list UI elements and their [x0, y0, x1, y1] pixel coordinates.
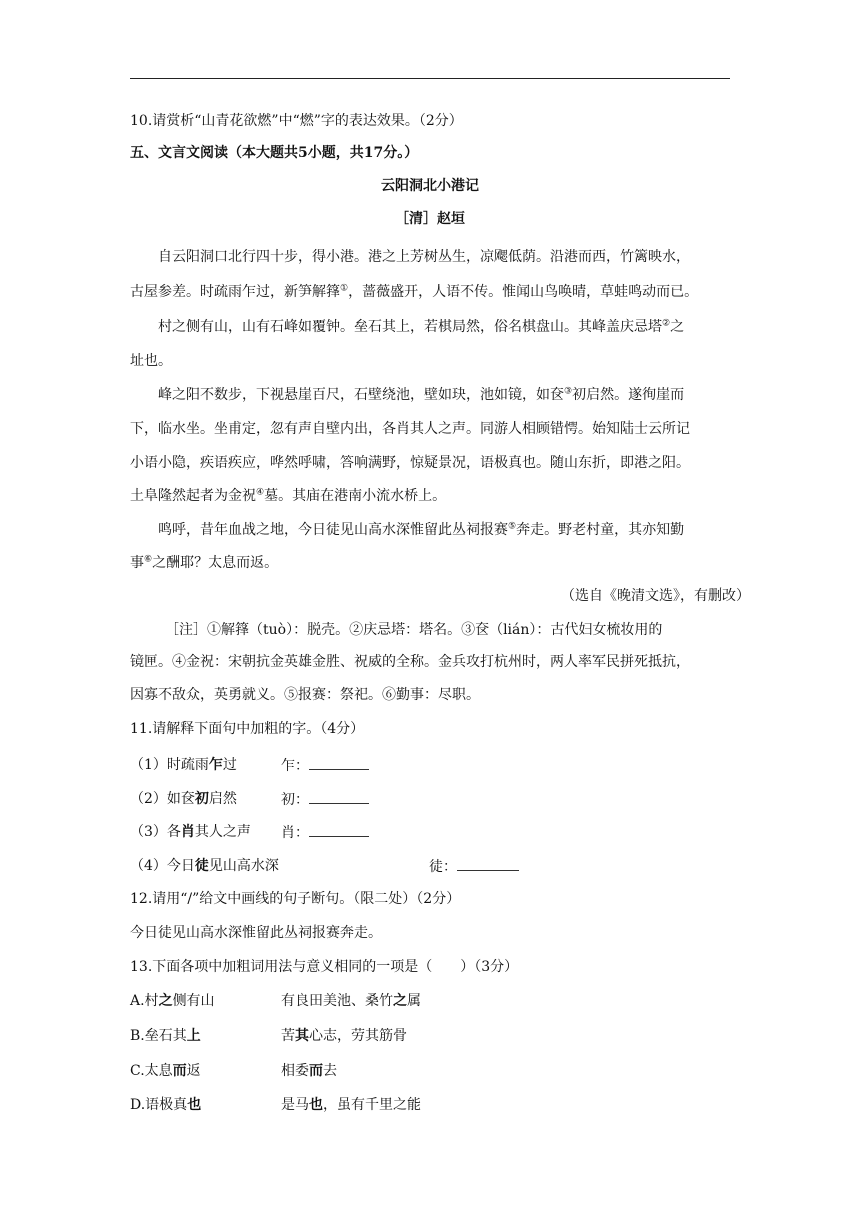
text-run: 奔走。野老村童，其亦知勤	[516, 522, 685, 538]
q13-option-c-compare	[281, 1061, 337, 1081]
bold-word: 也	[309, 1097, 323, 1113]
bold-word: 之	[393, 993, 407, 1009]
text-run: 古屋参差。时疏雨乍过，新笋解箨	[130, 284, 340, 300]
bold-char: 徒	[194, 858, 209, 874]
passage-line	[158, 317, 684, 337]
answer-label: 乍：	[281, 758, 309, 774]
notes-line: 镜匣。④金祝：宋朝抗金英雄金胜、祝威的全称。金兵攻打杭州时，两人率军民拼死抵抗，	[130, 654, 690, 670]
bold-char: 初	[194, 791, 209, 807]
footnote-marker: ②	[662, 318, 671, 329]
text-run: A.村	[130, 993, 159, 1009]
answer-blank[interactable]	[309, 755, 369, 770]
notes-line: 因寡不敌众，英勇就义。⑤报赛：祭祀。⑥勤事：尽职。	[130, 687, 480, 703]
q11-answer[interactable]	[281, 822, 369, 843]
text-run: 有良田美池、桑竹	[281, 993, 393, 1009]
q13-option-a-compare	[281, 991, 421, 1011]
text-run: 侧有山	[172, 993, 215, 1009]
question-10	[130, 111, 463, 131]
q13-option-a[interactable]	[130, 991, 215, 1011]
q11-item	[130, 822, 251, 842]
text-run: B.垒石其	[130, 1028, 187, 1044]
q11-item	[130, 755, 237, 775]
text-run: 鸣呼，昔年血战之地，今日徒见山高水深惟留此丛祠报赛	[158, 522, 508, 538]
q11-answer[interactable]	[281, 789, 369, 810]
text-run: 去	[323, 1063, 337, 1079]
text-run: 苦	[281, 1028, 295, 1044]
footnote-marker: ④	[256, 487, 265, 498]
answer-label: 肖：	[281, 825, 309, 841]
text-run: 事	[130, 555, 144, 571]
q11-item	[130, 789, 237, 809]
text-run: 启然	[208, 791, 237, 807]
q13-option-b[interactable]	[130, 1026, 201, 1046]
answer-blank[interactable]	[457, 856, 519, 871]
footnote-marker: ③	[564, 386, 573, 397]
q13-option-b-compare	[281, 1026, 407, 1046]
passage-line	[158, 385, 684, 405]
bold-word: 也	[187, 1097, 202, 1113]
text-run: （3）各	[130, 824, 181, 840]
text-run: 之酬耶？太息而返。	[152, 555, 279, 571]
q11-item	[130, 856, 279, 876]
text-run: 村之侧有山，山有石峰如覆钟。垒石其上，若棋局然，俗名棋盘山。其峰盖庆忌塔	[158, 319, 662, 335]
passage-line: 自云阳洞口北行四十步，得小港。港之上芳树丛生，凉飔低荫。沿港而西，竹篱映水，	[158, 249, 690, 265]
q13-option-d-compare	[281, 1095, 421, 1115]
passage-line: 小语小隐，疾语疾应，哗然呼啸，答响满野，惊疑景况，语极真也。随山东折，即港之阳。	[130, 455, 690, 471]
question-12-stem: 12.请用“/”给文中画线的句子断句。（限二处）（2分）	[130, 891, 461, 907]
passage-source: （选自《晚清文选》，有删改）	[561, 588, 750, 604]
text-run: 返	[186, 1063, 201, 1079]
passage-line	[130, 486, 446, 506]
text-run: 过	[222, 757, 237, 773]
text-run: （4）今日	[130, 858, 195, 874]
text-run: ，蔷薇盛开，人语不传。惟闻山鸟唤晴，草蛙鸣动而已。	[348, 284, 699, 300]
answer-label: 初：	[281, 792, 309, 808]
header-rule	[130, 78, 730, 79]
text-run: （1）时疏雨	[130, 757, 209, 773]
text-run: 心志，劳其筋骨	[309, 1028, 407, 1044]
passage-line	[158, 520, 684, 540]
section-heading: 五、文言文阅读（本大题共5小题，共17分。）	[130, 145, 419, 161]
q13-option-d[interactable]	[130, 1095, 201, 1115]
text-run: 相委	[281, 1063, 309, 1079]
answer-blank[interactable]	[309, 822, 369, 837]
footnote-marker: ①	[340, 283, 349, 294]
answer-label: 徒：	[429, 859, 457, 875]
bold-word: 而	[309, 1063, 323, 1079]
bold-word: 其	[295, 1028, 309, 1044]
bold-word: 上	[186, 1028, 201, 1044]
text-run: （2）如奁	[130, 791, 195, 807]
text-run: ，虽有千里之能	[323, 1097, 421, 1113]
answer-blank[interactable]	[309, 789, 369, 804]
text-run: 峰之阳不数步，下视悬崖百尺，石壁绕池，壁如玦，池如镜，如奁	[158, 387, 564, 403]
notes-line: ［注］①解箨（tuò）：脱壳。②庆忌塔：塔名。③奁（lián）：古代妇女梳妆用的	[165, 622, 663, 638]
text-run: 见山高水深	[208, 858, 279, 874]
text-run: 之	[670, 319, 685, 335]
passage-line	[130, 553, 278, 573]
q11-answer[interactable]	[429, 856, 519, 877]
question-12-sentence: 今日徒见山高水深惟留此丛祠报赛奔走。	[130, 925, 382, 941]
passage-title: 云阳洞北小港记	[381, 178, 479, 194]
passage-author: ［清］赵垣	[395, 211, 465, 227]
text-run: 墓。其庙在港南小流水桥上。	[264, 488, 447, 504]
footnote-marker: ⑥	[144, 554, 153, 565]
text-run: 其人之声	[194, 824, 251, 840]
bold-word: 之	[158, 993, 173, 1009]
q11-answer[interactable]	[281, 755, 369, 776]
bold-word: 而	[172, 1063, 187, 1079]
footnote-marker: ⑤	[508, 521, 517, 532]
bold-char: 乍	[208, 757, 223, 773]
text-run: 土阜隆然起者为金祝	[130, 488, 256, 504]
text-run: C.太息	[130, 1063, 173, 1079]
passage-line: 址也。	[130, 353, 172, 369]
text-run: D.语极真	[130, 1097, 188, 1113]
question-11-stem: 11.请解释下面句中加粗的字。（4分）	[130, 721, 365, 737]
q13-option-c[interactable]	[130, 1061, 201, 1081]
passage-line	[130, 282, 698, 302]
question-13-stem: 13.下面各项中加粗词用法与意义相同的一项是（ ）（3分）	[130, 959, 519, 975]
text-run: 是马	[281, 1097, 309, 1113]
bold-char: 肖	[180, 824, 195, 840]
text-run: 属	[407, 993, 421, 1009]
question-10-text: 10.请赏析“山青花欲燃”中“燃”字的表达效果。（2分）	[130, 113, 463, 129]
passage-line: 下，临水坐。坐甫定，忽有声自壁内出，各肖其人之声。同游人相顾错愕。始知陆士云所记	[130, 421, 690, 437]
text-run: 初启然。遂徇崖而	[572, 387, 685, 403]
